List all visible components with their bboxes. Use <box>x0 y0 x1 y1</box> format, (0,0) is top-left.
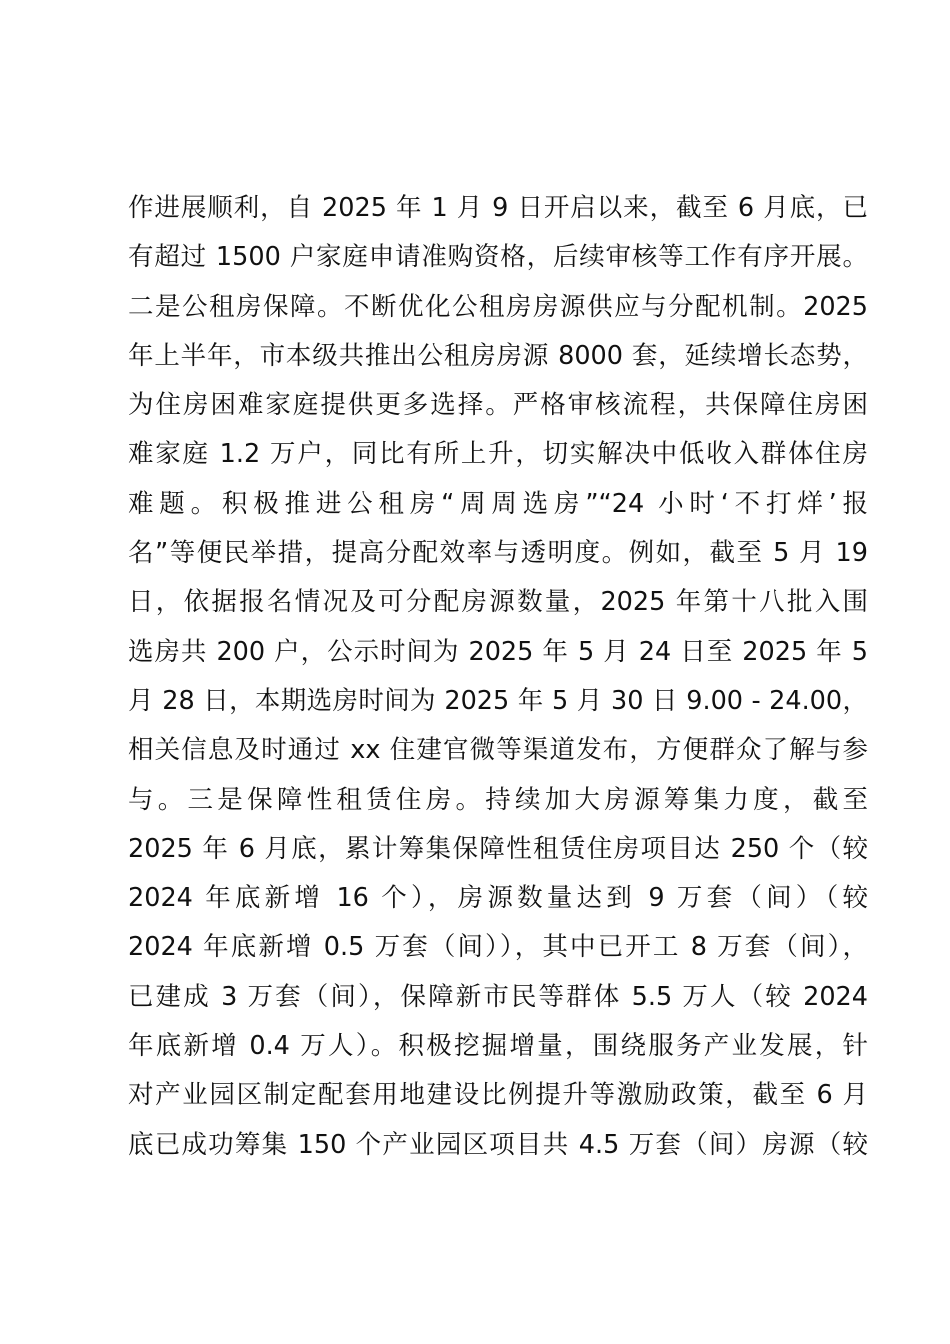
body-text <box>128 184 868 1170</box>
text-line: 有超过 1500 户家庭申请准购资格，后续审核等工作有序开展。 <box>128 242 868 273</box>
text-line: 为住房困难家庭提供更多选择。严格审核流程，共保障住房困 <box>128 390 868 421</box>
text-line: 已建成 3 万套（间），保障新市民等群体 5.5 万人（较 2024 <box>128 981 868 1012</box>
text-line: 名”等便民举措，提高分配效率与透明度。例如，截至 5 月 19 <box>128 538 868 569</box>
text-line: 选房共 200 户，公示时间为 2025 年 5 月 24 日至 2025 年 5 <box>128 636 868 667</box>
text-line: 2024 年底新增 0.5 万套（间）），其中已开工 8 万套（间）， <box>128 932 868 963</box>
text-line: 年底新增 0.4 万人）。积极挖掘增量，围绕服务产业发展，针 <box>128 1031 868 1062</box>
text-line: 难家庭 1.2 万户，同比有所上升，切实解决中低收入群体住房 <box>128 439 868 470</box>
text-line: 对产业园区制定配套用地建设比例提升等激励政策，截至 6 月 <box>128 1080 868 1111</box>
text-line: 二是公租房保障。不断优化公租房房源供应与分配机制。2025 <box>128 291 868 322</box>
text-line: 年上半年，市本级共推出公租房房源 8000 套，延续增长态势， <box>128 340 868 371</box>
text-line: 日，依据报名情况及可分配房源数量，2025 年第十八批入围 <box>128 587 868 618</box>
text-line: 作进展顺利，自 2025 年 1 月 9 日开启以来，截至 6 月底，已 <box>128 193 868 223</box>
text-line: 2024 年底新增 16 个），房源数量达到 9 万套（间）（较 <box>128 883 868 914</box>
text-line: 相关信息及时通过 xx 住建官微等渠道发布，方便群众了解与参 <box>128 735 868 766</box>
text-line: 月 28 日，本期选房时间为 2025 年 5 月 30 日 9.00 - 24.00， <box>128 685 868 716</box>
text-line: 与。三是保障性租赁住房。持续加大房源筹集力度，截至 <box>128 784 868 815</box>
text-line: 难题。积极推进公租房“周周选房”“24 小时‘不打烊’报 <box>128 488 868 519</box>
text-line: 底已成功筹集 150 个产业园区项目共 4.5 万套（间）房源（较 <box>128 1129 868 1160</box>
text-line: 2025 年 6 月底，累计筹集保障性租赁住房项目达 250 个（较 <box>128 833 868 864</box>
